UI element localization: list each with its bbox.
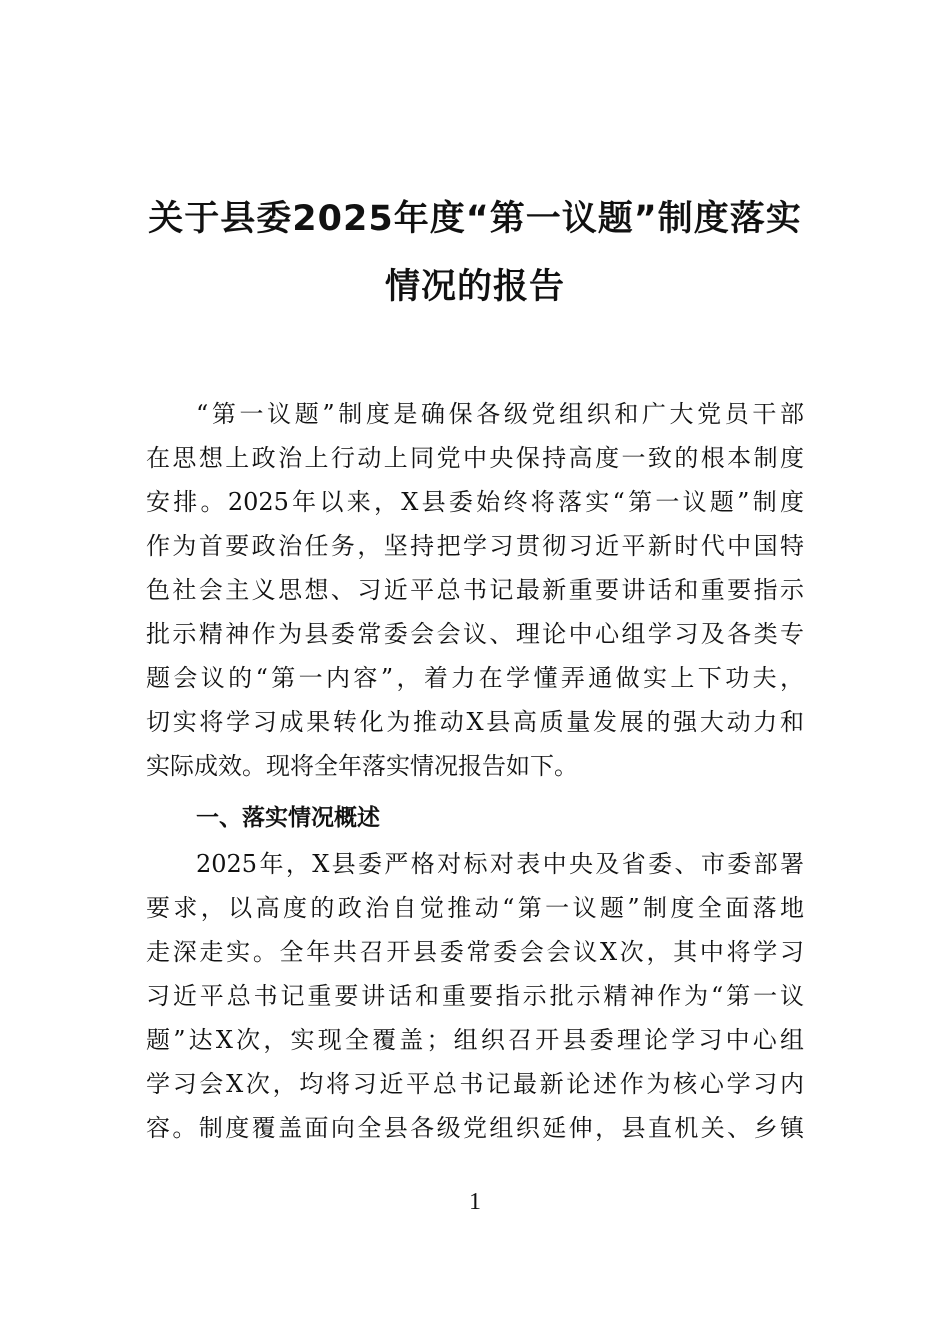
- paragraph-line: 学习会X次，均将习近平总书记最新论述作为核心学习内: [146, 1070, 804, 1098]
- paragraph-line: 实际成效。现将全年落实情况报告如下。: [146, 752, 578, 780]
- paragraph-line: 习近平总书记重要讲话和重要指示批示精神作为“第一议: [146, 982, 804, 1010]
- paragraph-line: 在思想上政治上行动上同党中央保持高度一致的根本制度: [146, 444, 804, 472]
- paragraph-line: 作为首要政治任务，坚持把学习贯彻习近平新时代中国特: [146, 532, 804, 560]
- paragraph-line: 要求，以高度的政治自觉推动“第一议题”制度全面落地: [146, 894, 804, 922]
- document-title-line-2: 情况的报告: [384, 267, 565, 307]
- paragraph-line: 题”达X次，实现全覆盖；组织召开县委理论学习中心组: [146, 1026, 804, 1054]
- paragraph-line: 切实将学习成果转化为推动X县高质量发展的强大动力和: [146, 708, 804, 736]
- paragraph-line: “第一议题”制度是确保各级党组织和广大党员干部: [196, 400, 804, 428]
- paragraph-line: 2025年，X县委严格对标对表中央及省委、市委部署: [196, 850, 804, 878]
- paragraph-line: 走深走实。全年共召开县委常委会会议X次，其中将学习: [146, 938, 804, 966]
- paragraph-line: 题会议的“第一内容”，着力在学懂弄通做实上下功夫，: [146, 664, 804, 692]
- document-title-line-1: 关于县委2025年度“第一议题”制度落实: [148, 199, 802, 239]
- paragraph-line: 批示精神作为县委常委会会议、理论中心组学习及各类专: [146, 620, 804, 648]
- paragraph-line: 容。制度覆盖面向全县各级党组织延伸，县直机关、乡镇: [146, 1114, 804, 1142]
- paragraph-line: 安排。2025年以来，X县委始终将落实“第一议题”制度: [146, 488, 804, 516]
- page-number: 1: [469, 1189, 481, 1215]
- paragraph-line: 色社会主义思想、习近平总书记最新重要讲话和重要指示: [146, 576, 804, 604]
- section-heading: 一、落实情况概述: [196, 805, 380, 831]
